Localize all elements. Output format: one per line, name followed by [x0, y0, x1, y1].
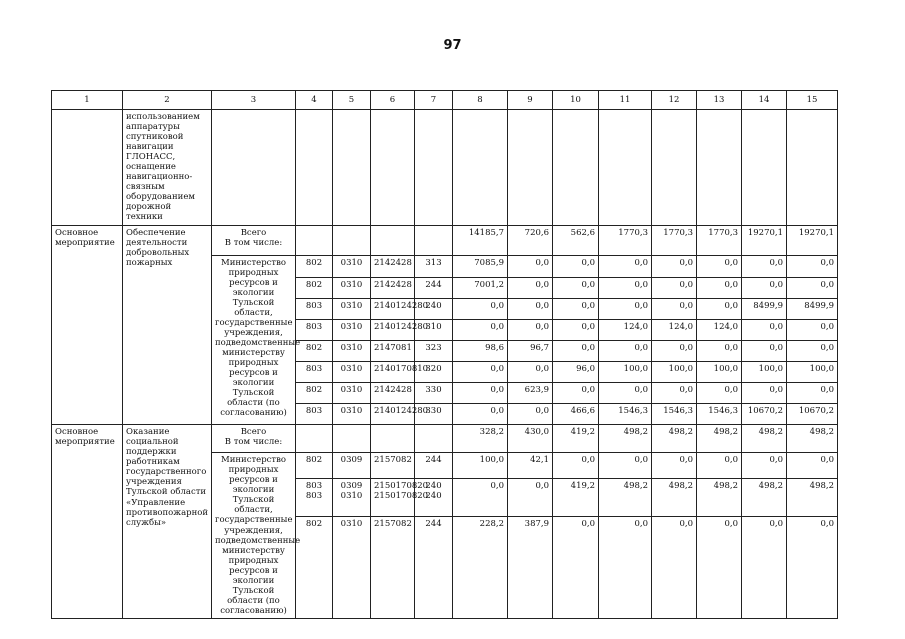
empty-cell [296, 225, 333, 255]
amount: 0,0 [508, 298, 553, 319]
amount: 124,0 [652, 319, 697, 340]
column-number: 3 [212, 91, 296, 110]
total-value: 1770,3 [697, 225, 742, 255]
amount: 498,2 [652, 479, 697, 516]
amount: 0,0 [787, 516, 838, 618]
amount: 0,0 [787, 341, 838, 362]
amount: 228,2 [453, 516, 508, 618]
amount: 387,9 [508, 516, 553, 618]
code-c6: 2142428 [371, 255, 415, 277]
code-c5: 0310 [333, 255, 371, 277]
amount: 0,0 [787, 255, 838, 277]
column-number: 9 [508, 91, 553, 110]
code-c7: 320 [415, 362, 453, 383]
code-c6: 2140124280 [371, 404, 415, 425]
code-c6: 2140124280 [371, 298, 415, 319]
amount: 0,0 [453, 404, 508, 425]
amount: 124,0 [599, 319, 652, 340]
amount: 0,0 [453, 383, 508, 404]
amount: 0,0 [742, 383, 787, 404]
amount: 1546,3 [697, 404, 742, 425]
code-c4: 802 [296, 277, 333, 298]
code-c5: 0310 [333, 404, 371, 425]
column-number: 8 [453, 91, 508, 110]
amount: 0,0 [553, 298, 599, 319]
amount: 8499,9 [742, 298, 787, 319]
amount: 0,0 [553, 453, 599, 479]
code-c6: 2140124280 [371, 319, 415, 340]
column-number: 11 [599, 91, 652, 110]
section-volunteer-firefighters [52, 225, 838, 425]
amount: 0,0 [652, 298, 697, 319]
total-value: 498,2 [697, 425, 742, 453]
amount: 100,0 [697, 362, 742, 383]
amount: 0,0 [508, 277, 553, 298]
measure-description: Оказание социальной поддержки работникам государственного учреждения Тульской области «Управление противопожарной службы» [123, 425, 212, 618]
amount: 498,2 [697, 479, 742, 516]
total-label: Всего В том числе: [212, 425, 296, 453]
measure-description: Обеспечение деятельности добровольных пожарных [123, 225, 212, 425]
amount: 0,0 [599, 277, 652, 298]
code-c5: 0309 0310 [333, 479, 371, 516]
amount: 0,0 [697, 516, 742, 618]
amount: 0,0 [742, 277, 787, 298]
amount: 0,0 [599, 298, 652, 319]
amount: 0,0 [553, 341, 599, 362]
page-number: 97 [443, 38, 462, 53]
amount: 0,0 [553, 277, 599, 298]
amount: 0,0 [652, 341, 697, 362]
code-c4: 802 [296, 255, 333, 277]
amount: 124,0 [697, 319, 742, 340]
amount: 1546,3 [599, 404, 652, 425]
amount: 1546,3 [652, 404, 697, 425]
section-social-support [52, 425, 838, 618]
amount: 419,2 [553, 479, 599, 516]
amount: 0,0 [453, 298, 508, 319]
amount: 96,7 [508, 341, 553, 362]
code-c7: 244 [415, 277, 453, 298]
column-number: 2 [123, 91, 212, 110]
total-value: 1770,3 [599, 225, 652, 255]
code-c7: 244 [415, 453, 453, 479]
column-number: 1 [52, 91, 123, 110]
amount: 0,0 [553, 255, 599, 277]
amount: 0,0 [453, 479, 508, 516]
amount: 100,0 [787, 362, 838, 383]
code-c7: 330 [415, 383, 453, 404]
code-c5: 0310 [333, 516, 371, 618]
amount: 0,0 [599, 341, 652, 362]
code-c5: 0310 [333, 341, 371, 362]
amount: 0,0 [652, 255, 697, 277]
amount: 0,0 [553, 383, 599, 404]
amount: 100,0 [453, 453, 508, 479]
code-c5: 0310 [333, 319, 371, 340]
amount: 0,0 [652, 453, 697, 479]
column-number: 7 [415, 91, 453, 110]
amount: 96,0 [553, 362, 599, 383]
amount: 100,0 [599, 362, 652, 383]
code-c6: 2157082 [371, 516, 415, 618]
code-c4: 802 [296, 516, 333, 618]
measure-type: Основное мероприятие [52, 425, 123, 618]
column-number: 4 [296, 91, 333, 110]
continued-description: использованием аппаратуры спутниковой навигации ГЛОНАСС, оснащение навигационно-связным оборудованием дорожной техники [123, 110, 212, 226]
amount: 0,0 [742, 516, 787, 618]
total-value: 430,0 [508, 425, 553, 453]
empty-cell [371, 225, 415, 255]
total-value: 328,2 [453, 425, 508, 453]
amount: 498,2 [787, 479, 838, 516]
amount: 0,0 [787, 453, 838, 479]
budget-table [51, 90, 838, 619]
amount: 623,9 [508, 383, 553, 404]
code-c7: 310 [415, 319, 453, 340]
code-c7: 240 240 [415, 479, 453, 516]
amount: 0,0 [599, 516, 652, 618]
amount: 7001,2 [453, 277, 508, 298]
empty-cell [415, 425, 453, 453]
total-row [52, 425, 838, 453]
code-c7: 330 [415, 404, 453, 425]
column-number: 6 [371, 91, 415, 110]
total-label: Всего В том числе: [212, 225, 296, 255]
total-value: 14185,7 [453, 225, 508, 255]
code-c7: 244 [415, 516, 453, 618]
amount: 0,0 [787, 319, 838, 340]
code-c4: 803 [296, 404, 333, 425]
amount: 0,0 [652, 516, 697, 618]
amount: 7085,9 [453, 255, 508, 277]
amount: 10670,2 [787, 404, 838, 425]
empty-cell [296, 425, 333, 453]
code-c5: 0310 [333, 362, 371, 383]
total-value: 498,2 [742, 425, 787, 453]
amount: 0,0 [697, 341, 742, 362]
amount: 0,0 [652, 277, 697, 298]
amount: 8499,9 [787, 298, 838, 319]
total-value: 562,6 [553, 225, 599, 255]
column-number: 5 [333, 91, 371, 110]
amount: 0,0 [742, 255, 787, 277]
code-c4: 802 [296, 453, 333, 479]
amount: 0,0 [553, 516, 599, 618]
amount: 0,0 [787, 277, 838, 298]
code-c4: 802 [296, 383, 333, 404]
amount: 10670,2 [742, 404, 787, 425]
code-c5: 0309 [333, 453, 371, 479]
amount: 0,0 [508, 404, 553, 425]
total-value: 498,2 [652, 425, 697, 453]
code-c4: 803 [296, 362, 333, 383]
amount: 0,0 [553, 319, 599, 340]
total-value: 498,2 [599, 425, 652, 453]
amount: 0,0 [787, 383, 838, 404]
code-c5: 0310 [333, 277, 371, 298]
code-c6: 2157082 [371, 453, 415, 479]
column-number: 13 [697, 91, 742, 110]
amount: 98,6 [453, 341, 508, 362]
empty-cell [333, 425, 371, 453]
amount: 0,0 [599, 383, 652, 404]
empty-cell [415, 225, 453, 255]
amount: 0,0 [697, 383, 742, 404]
total-value: 19270,1 [742, 225, 787, 255]
code-c7: 313 [415, 255, 453, 277]
amount: 100,0 [652, 362, 697, 383]
amount: 466,6 [553, 404, 599, 425]
column-number: 15 [787, 91, 838, 110]
code-c6: 2142428 [371, 383, 415, 404]
amount: 0,0 [599, 255, 652, 277]
amount: 0,0 [453, 362, 508, 383]
total-value: 19270,1 [787, 225, 838, 255]
total-value: 1770,3 [652, 225, 697, 255]
empty-cell [333, 225, 371, 255]
total-value: 720,6 [508, 225, 553, 255]
amount: 498,2 [742, 479, 787, 516]
continuation-row [52, 110, 838, 226]
total-value: 498,2 [787, 425, 838, 453]
amount: 498,2 [599, 479, 652, 516]
amount: 0,0 [508, 479, 553, 516]
code-c4: 803 [296, 298, 333, 319]
code-c5: 0310 [333, 298, 371, 319]
amount: 0,0 [652, 383, 697, 404]
amount: 0,0 [742, 341, 787, 362]
code-c7: 240 [415, 298, 453, 319]
amount: 100,0 [742, 362, 787, 383]
amount: 0,0 [599, 453, 652, 479]
amount: 0,0 [697, 453, 742, 479]
column-number: 12 [652, 91, 697, 110]
measure-type: Основное мероприятие [52, 225, 123, 425]
empty-cell [371, 425, 415, 453]
amount: 0,0 [697, 298, 742, 319]
amount: 0,0 [508, 319, 553, 340]
header-row [52, 91, 838, 110]
executor: Министерство природных ресурсов и экологии Тульской области, государственные учреждения, подведомственные министерству природных ресурсов и экологии Тульской области (по согласованию) [212, 255, 296, 425]
code-c4: 802 [296, 341, 333, 362]
code-c6: 2140170810 [371, 362, 415, 383]
total-row [52, 225, 838, 255]
amount: 0,0 [742, 453, 787, 479]
code-c4: 803 [296, 319, 333, 340]
amount: 42,1 [508, 453, 553, 479]
amount: 0,0 [508, 362, 553, 383]
total-value: 419,2 [553, 425, 599, 453]
code-c6: 2142428 [371, 277, 415, 298]
amount: 0,0 [742, 319, 787, 340]
amount: 0,0 [508, 255, 553, 277]
code-c7: 323 [415, 341, 453, 362]
code-c6: 2150170820 2150170820 [371, 479, 415, 516]
code-c4: 803 803 [296, 479, 333, 516]
amount: 0,0 [697, 255, 742, 277]
code-c5: 0310 [333, 383, 371, 404]
amount: 0,0 [453, 319, 508, 340]
code-c6: 2147081 [371, 341, 415, 362]
amount: 0,0 [697, 277, 742, 298]
executor: Министерство природных ресурсов и экологии Тульской области, государственные учреждения, подведомственные министерству природных ресурсов и экологии Тульской области (по согласованию) [212, 453, 296, 618]
column-number: 14 [742, 91, 787, 110]
column-number: 10 [553, 91, 599, 110]
